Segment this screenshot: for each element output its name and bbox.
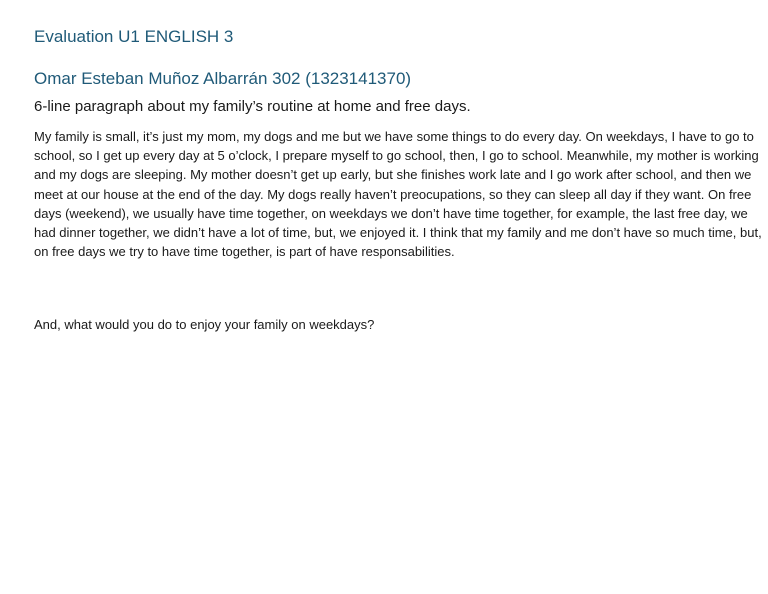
author-line: Omar Esteban Muñoz Albarrán 302 (1323141370) xyxy=(34,69,412,88)
body-paragraph: My family is small, it’s just my mom, my dogs and me but we have some things to do every day. On weekdays, I have to go to school, so I get up every day at 5 o’clock, I prepare myself to go school, then, I go to school. Meanwhile, my mother is working and my dogs are sleeping. My mother doesn’t get up early, but she finishes work late and I go work after school, and then we meet at our house at the end of the day. My dogs really haven’t preocupations, so they can sleep all day if they want. On free days (weekend), we usually have time together, on weekdays we don’t have time together, for example, the last free day, we had dinner together, we didn’t have a lot of time, but, we enjoyed it. I think that my family and me don’t have so much time, but, on free days we try to have time together, is part of have responsabilities. xyxy=(34,129,762,260)
document-title: Evaluation U1 ENGLISH 3 xyxy=(34,27,234,46)
closing-question: And, what would you do to enjoy your family on weekdays? xyxy=(34,317,375,332)
assignment-subtitle: 6-line paragraph about my family’s routine at home and free days. xyxy=(34,98,471,115)
